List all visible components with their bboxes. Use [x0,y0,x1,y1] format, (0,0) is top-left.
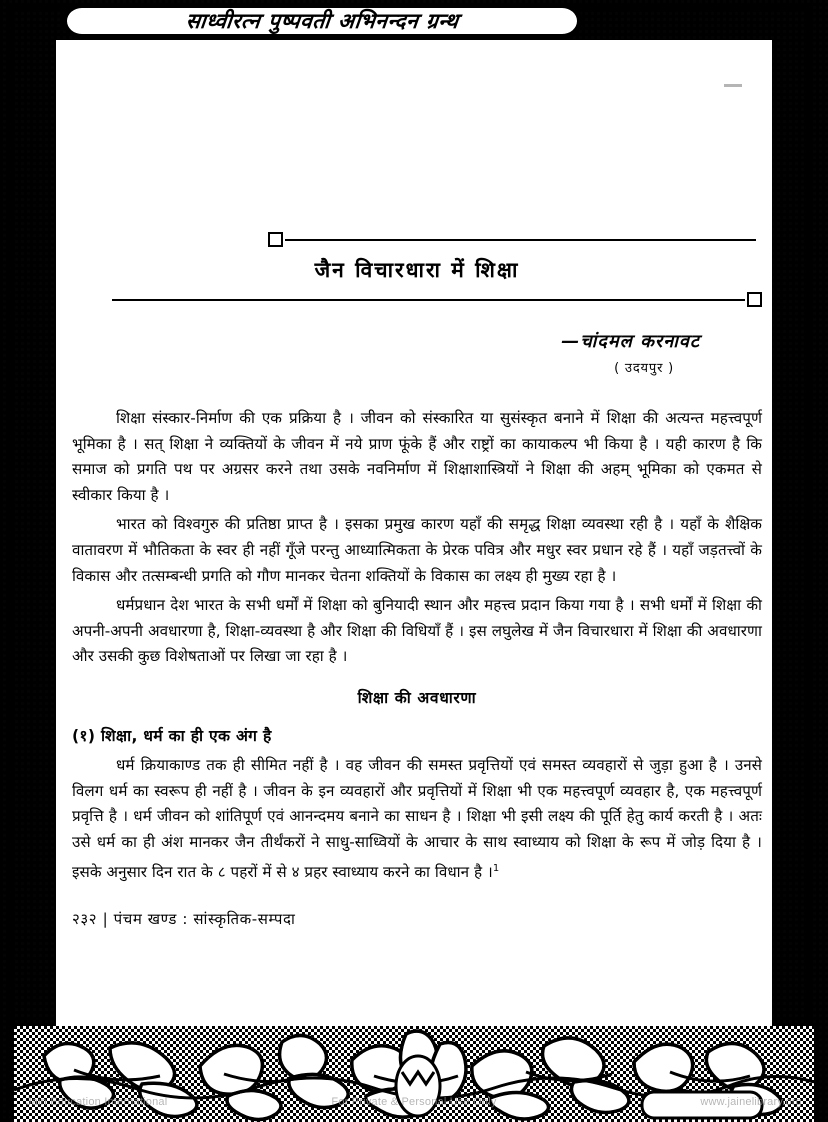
watermark-left: Jain Education International [26,1096,168,1108]
paragraph [72,753,762,885]
paragraph: भारत को विश्वगुरु की प्रतिष्ठा प्राप्त है । इसका प्रमुख कारण यहाँ की समृद्ध शिक्षा व्यवस्था रही है । यहाँ के शैक्षिक वातावरण में भौतिकता के स्वर ही नहीं गूँजे परन्तु आध्यात्मिकता के प्रेरक पवित्र और मधुर स्वर प्रधान रहे हैं । यहाँ जड़तत्त्वों के विकास और तत्सम्बन्धी प्रगति को गौण मानकर चेतना शक्तियों के विकास का लक्ष्य ही मुख्य रहा है । [72,515,762,585]
book-title-text: साध्वीरत्न पुष्पवती अभिनन्दन ग्रन्थ [184,9,460,33]
square-ornament-icon [268,232,283,247]
watermark-center: For Private & Personal Use Only [331,1096,497,1108]
title-rule-bottom [72,292,762,307]
article-body [72,406,762,933]
square-ornament-icon [747,292,762,307]
paragraph-text: धर्म क्रियाकाण्ड तक ही सीमित नहीं है । वह जीवन की समस्त प्रवृत्तियों एवं समस्त व्यवहारों से जुड़ा हुआ है । उनसे विलग धर्म का स्वरूप ही नहीं है । जीवन के इन व्यवहारों और प्रवृत्तियों में शिक्षा भी एक महत्त्वपूर्ण व्यवहार है, एक महत्त्वपूर्ण प्रवृत्ति है । धर्म जीवन को शांतिपूर्ण एवं आनन्दमय बनाने का साधन है । शिक्षा भी इसी लक्ष्य की पूर्ति हेतु कार्य करती है । अतः उसे धर्म का ही अंश मानकर जैन तीर्थंकरों ने साधु-साध्वियों के आचार के साथ स्वाध्याय को शिक्षा के रूप में जोड़ दिया है । इसके अनुसार दिन रात के ८ पहरों में से ४ प्रहर स्वाध्याय करने का विधान है । [72,756,762,881]
section-heading: शिक्षा की अवधारणा [357,688,477,707]
page-content [72,42,762,933]
article-title-block [72,232,762,307]
watermark-right: www.jainelibrary.org [700,1096,802,1108]
author-place: ( उदयपुर ) [614,361,674,376]
byline [72,329,762,376]
folio-line: २३२ | पंचम खण्ड : सांस्कृतिक-सम्पदा [72,910,296,929]
footnote-marker: 1 [492,862,500,874]
book-title-banner [62,3,582,39]
paragraph: शिक्षा संस्कार-निर्माण की एक प्रक्रिया है । जीवन को संस्कारित या सुसंस्कृत बनाने में शिक्षा की अत्यन्त महत्त्वपूर्ण भूमिका है । सत् शिक्षा ने व्यक्तियों के जीवन में नये प्राण फूंके हैं और राष्ट्रों का कायाकल्प भी किया है । यही कारण है कि समाज को प्रगति पथ पर अग्रसर करने तथा उसके नवनिर्माण में शिक्षाशास्त्रियों ने शिक्षा की अहम् भूमिका को एकमत से स्वीकार किया है । [72,409,762,504]
title-rule-top [72,232,762,247]
scan-artifact-speck [724,84,742,87]
sub-heading: (१) शिक्षा, धर्म का ही एक अंग है [72,726,272,745]
horizontal-rule [285,239,756,241]
paragraph: धर्मप्रधान देश भारत के सभी धर्मों में शिक्षा को बुनियादी स्थान और महत्त्व प्रदान किया गया है । सभी धर्मों में शिक्षा की अपनी-अपनी अवधारणा है, शिक्षा-व्यवस्था है और शिक्षा की विधियाँ हैं । इस लघुलेख में जैन विचारधारा में शिक्षा की अवधारणा और उसकी कुछ विशेषताओं पर लिखा जा रहा है । [72,596,762,666]
article-title-row [72,247,762,292]
article-title: जैन विचारधारा में शिक्षा [314,258,520,282]
horizontal-rule [112,299,745,301]
author-name: —चांदमल करनावट [561,331,700,352]
